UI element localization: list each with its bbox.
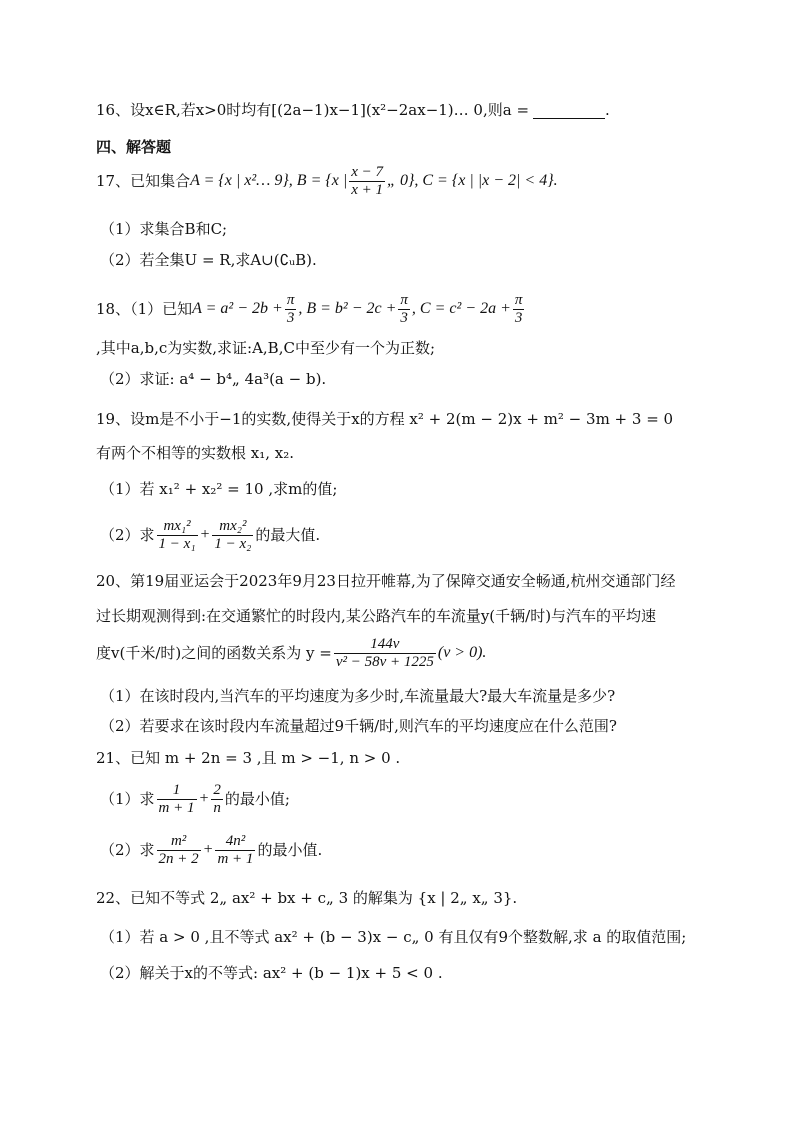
- q18-pi-fraction: [398, 292, 410, 327]
- fraction-numerator: π: [400, 291, 408, 308]
- q18-a-expr: A = a² − 2b +: [192, 300, 283, 317]
- q17-prefix: 17、已知集合: [96, 172, 191, 190]
- q20-part-1: （1）在该时段内,当汽车的平均速度为多少时,车流量最大?最大车流量是多少?: [100, 687, 616, 705]
- question-16: [96, 100, 610, 120]
- q19-p2-prefix: （2）求: [100, 526, 155, 544]
- plus-sign: +: [199, 526, 211, 543]
- fraction-denominator: 1 − x₁: [158, 535, 196, 552]
- q17-part-2: （2）若全集U = R,求A∪(∁ᵤB).: [100, 251, 317, 269]
- q22-part-2: （2）解关于x的不等式: ax² + (b − 1)x + 5 < 0 .: [100, 964, 443, 982]
- q19-fraction-2: [212, 518, 253, 553]
- q18-pi-fraction: [285, 292, 297, 327]
- q20-line-1: 20、第19届亚运会于2023年9月23日拉开帷幕,为了保障交通安全畅通,杭州交通部门经: [96, 572, 676, 590]
- fraction-numerator: 4n²: [225, 832, 246, 849]
- q17-set-b-fraction: [349, 164, 385, 199]
- q20-line3-suffix: (v > 0).: [437, 644, 487, 661]
- q17-set-b-prefix: , B = {x |: [288, 172, 348, 189]
- q17-set-a: A = {x | x²… 9}: [190, 172, 289, 189]
- fraction-denominator: 3: [514, 309, 523, 326]
- section-heading: 四、解答题: [96, 138, 172, 156]
- q19-fraction-1: [157, 518, 198, 553]
- fraction-numerator: 2: [213, 781, 221, 798]
- fraction-denominator: m + 1: [158, 799, 195, 816]
- fraction-denominator: n: [213, 799, 221, 816]
- fraction-denominator: 3: [286, 309, 295, 326]
- q16-tail: .: [605, 101, 610, 119]
- answer-blank: [533, 104, 605, 119]
- fraction-denominator: v² − 58v + 1225: [335, 653, 434, 670]
- fraction-numerator: mx₁²: [163, 517, 191, 534]
- q22-part-1: （1）若 a > 0 ,且不等式 ax² + (b − 3)x − c„ 0 有且仅有9个整数解,求 a 的取值范围;: [100, 928, 687, 946]
- q21-p1-prefix: （1）求: [100, 790, 155, 808]
- fraction-denominator: 3: [400, 309, 408, 326]
- fraction-denominator: x + 1: [351, 181, 384, 198]
- q17-set-c: , C = {x | |x − 2| < 4}.: [414, 172, 558, 189]
- q21-part-1: [100, 780, 290, 818]
- fraction-numerator: 144v: [370, 635, 400, 652]
- fraction-denominator: 1 − x₂: [214, 535, 252, 552]
- q19-line-2: 有两个不相等的实数根 x₁, x₂.: [96, 444, 295, 462]
- q19-part-2: [100, 516, 320, 554]
- q18-c-expr: , C = c² − 2a +: [411, 300, 511, 317]
- q18-prefix: 18、（1）已知: [96, 300, 193, 318]
- q21-fraction-d: [215, 833, 255, 868]
- fraction-numerator: π: [514, 291, 523, 308]
- q19-p2-suffix: 的最大值.: [255, 526, 321, 544]
- q18-pi-fraction: [513, 292, 525, 327]
- q19-part-1: （1）若 x₁² + x₂² = 10 ,求m的值;: [100, 480, 338, 498]
- question-18-stem: [96, 291, 526, 327]
- plus-sign: +: [202, 841, 214, 858]
- q21-part-2: [100, 830, 322, 870]
- q18-b-expr: , B = b² − 2c +: [298, 300, 397, 317]
- q21-line-1: 21、已知 m + 2n = 3 ,且 m > −1, n > 0 .: [96, 749, 401, 767]
- q22-line-1: 22、已知不等式 2„ ax² + bx + c„ 3 的解集为 {x | 2„ x„ 3}.: [96, 889, 518, 907]
- q21-fraction-c: [157, 833, 201, 868]
- fraction-numerator: x − 7: [351, 163, 384, 180]
- fraction-numerator: mx₂²: [219, 517, 247, 534]
- q20-part-2: （2）若要求在该时段内车流量超过9千辆/时,则汽车的平均速度应在什么范围?: [100, 717, 617, 735]
- fraction-denominator: 2n + 2: [158, 850, 199, 867]
- fraction-numerator: m²: [170, 832, 187, 849]
- fraction-numerator: π: [286, 291, 295, 308]
- q18-part-2: （2）求证: a⁴ − b⁴„ 4a³(a − b).: [100, 370, 327, 388]
- q21-fraction-b: [211, 782, 223, 817]
- fraction-denominator: m + 1: [217, 850, 254, 867]
- q20-line3-prefix: 度v(千米/时)之间的函数关系为 y =: [96, 644, 332, 662]
- q17-set-b-suffix: „ 0}: [387, 172, 415, 189]
- fraction-numerator: 1: [172, 781, 181, 798]
- q21-p2-suffix: 的最小值.: [257, 841, 323, 859]
- q20-function-fraction: [334, 636, 436, 671]
- q21-fraction-a: [157, 782, 197, 817]
- q21-p2-prefix: （2）求: [100, 841, 155, 859]
- q21-p1-suffix: 的最小值;: [224, 790, 290, 808]
- q19-line-1: 19、设m是不小于−1的实数,使得关于x的方程 x² + 2(m − 2)x + m² − 3m + 3 = 0: [96, 410, 674, 428]
- q16-text: 16、设x∈R,若x>0时均有[(2a−1)x−1](x²−2ax−1)… 0,则a =: [96, 101, 530, 119]
- q20-line-3: [96, 634, 486, 672]
- q18-line-2: ,其中a,b,c为实数,求证:A,B,C中至少有一个为正数;: [96, 339, 435, 357]
- q20-line-2: 过长期观测得到:在交通繁忙的时段内,某公路汽车的车流量y(千辆/时)与汽车的平均速: [96, 607, 657, 625]
- question-17-stem: [96, 163, 558, 198]
- q17-part-1: （1）求集合B和C;: [100, 220, 228, 238]
- plus-sign: +: [198, 790, 210, 807]
